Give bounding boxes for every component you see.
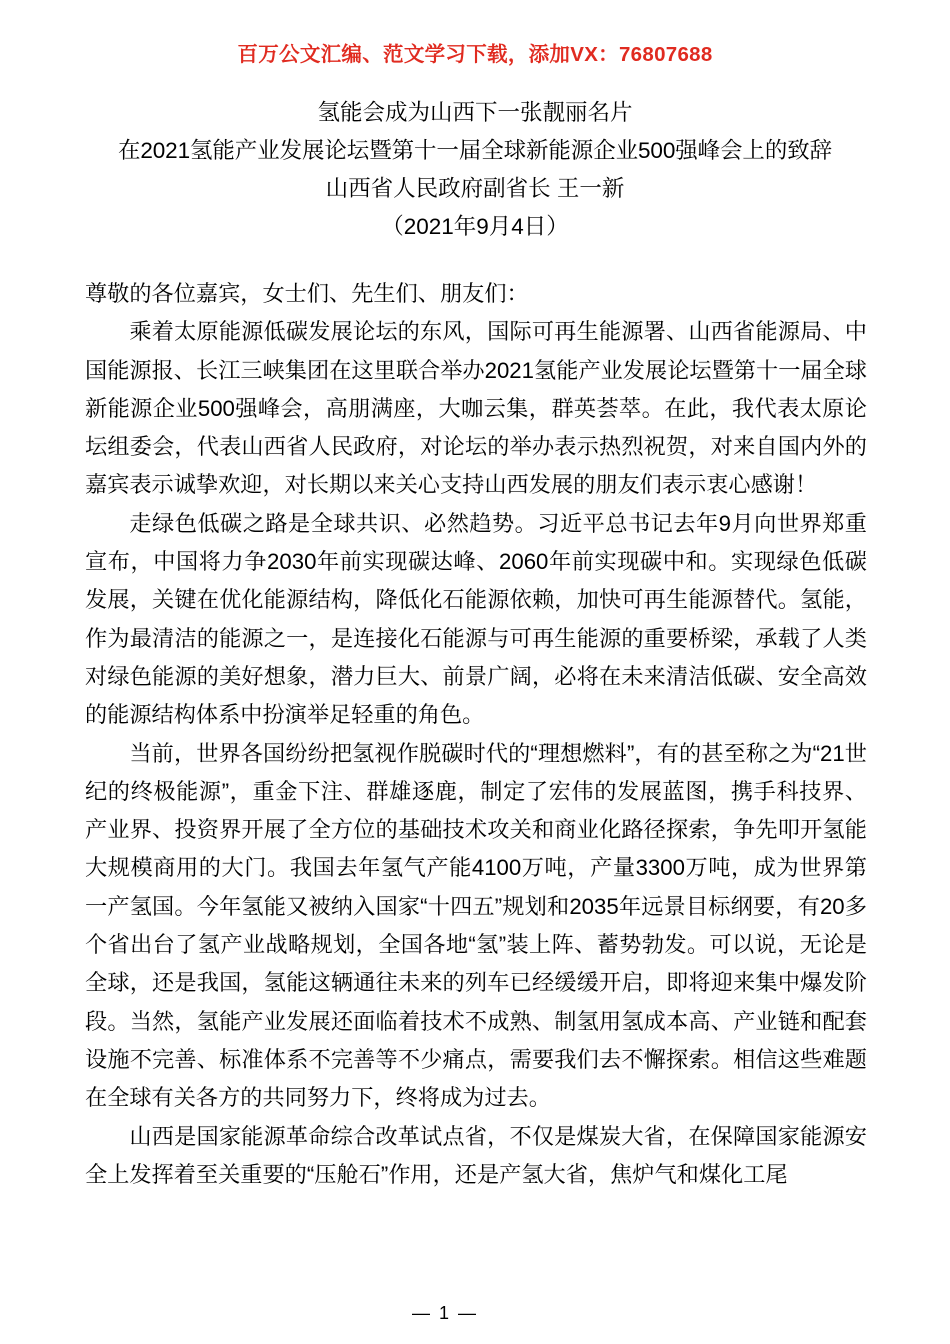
document-author-line: 山西省人民政府副省长 王一新 bbox=[325, 176, 625, 201]
body-paragraph-3: 当前，世界各国纷纷把氢视作脱碳时代的“理想燃料”，有的甚至称之为“21世纪的终极能源”，重金下注、群雄逐鹿，制定了宏伟的发展蓝图，携手科技界、产业界、投资界开展了全方位的基础技术攻关和商业化路径探索，争先叩开氢能大规模商用的大门。我国去年氢气产能4100万吨，产量3300万吨，成为世界第一产氢国。今年氢能又被纳入国家“十四五”规划和2035年远景目标纲要，有20多个省出台了氢产业战略规划，全国各地“氢”装上阵、蓄势勃发。可以说，无论是全球，还是我国，氢能这辆通往未来的列车已经缓缓开启，即将迎来集中爆发阶段。当然，氢能产业发展还面临着技术不成熟、制氢用氢成本高、产业链和配套设施不完善、标准体系不完善等不少痛点，需要我们去不懈探索。相信这些难题在全球有关各方的共同努力下，终将成为过去。 bbox=[85, 740, 867, 1111]
page-footer bbox=[0, 1300, 950, 1326]
promo-banner-text: 百万公文汇编、范文学习下载，添加VX：76807688 bbox=[237, 43, 713, 66]
page-number: — 1 — bbox=[411, 1303, 478, 1323]
body-paragraph-2: 走绿色低碳之路是全球共识、必然趋势。习近平总书记去年9月向世界郑重宣布，中国将力争2030年前实现碳达峰、2060年前实现碳中和。实现绿色低碳发展，关键在优化能源结构，降低化石能源依赖，加快可再生能源替代。氢能，作为最清洁的能源之一，是连接化石能源与可再生能源的重要桥梁，承载了人类对绿色能源的美好想象，潜力巨大、前景广阔，必将在未来清洁低碳、安全高效的能源结构体系中扮演举足轻重的角色。 bbox=[85, 510, 867, 728]
document-main-title: 氢能会成为山西下一张靓丽名片 bbox=[317, 100, 633, 125]
document-body bbox=[85, 275, 867, 1194]
title-block bbox=[85, 94, 865, 246]
salutation-line: 尊敬的各位嘉宾，女士们、先生们、朋友们： bbox=[85, 281, 529, 306]
document-date-line: （2021年9月4日） bbox=[381, 214, 569, 239]
body-paragraph-4: 山西是国家能源革命综合改革试点省，不仅是煤炭大省，在保障国家能源安全上发挥着至关重要的“压舱石”作用，还是产氢大省，焦炉气和煤化工尾 bbox=[85, 1123, 867, 1187]
body-paragraph-1: 乘着太原能源低碳发展论坛的东风，国际可再生能源署、山西省能源局、中国能源报、长江三峡集团在这里联合举办2021氢能产业发展论坛暨第十一届全球新能源企业500强峰会，高朋满座，大咖云集，群英荟萃。在此，我代表太原论坛组委会，代表山西省人民政府，对论坛的举办表示热烈祝贺，对来自国内外的嘉宾表示诚挚欢迎，对长期以来关心支持山西发展的朋友们表示衷心感谢！ bbox=[85, 319, 867, 498]
document-subtitle: 在2021氢能产业发展论坛暨第十一届全球新能源企业500强峰会上的致辞 bbox=[117, 138, 833, 163]
